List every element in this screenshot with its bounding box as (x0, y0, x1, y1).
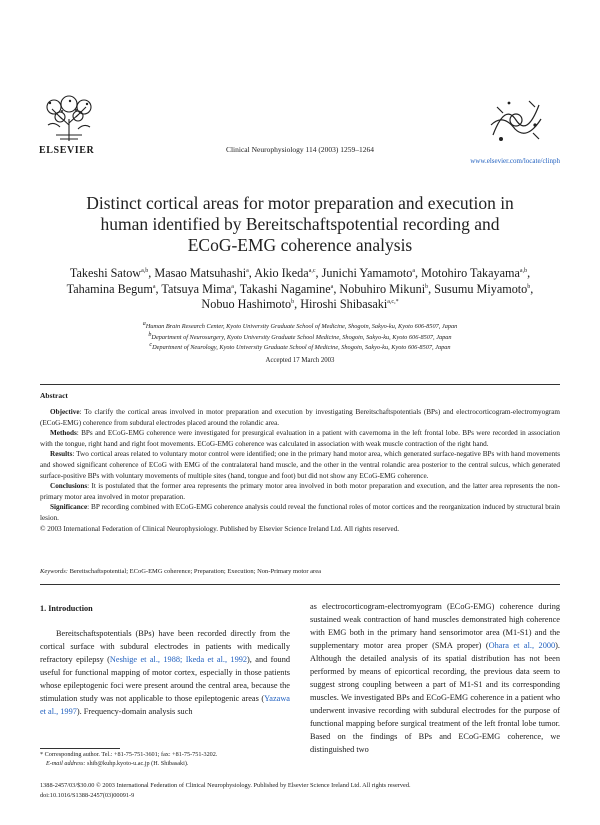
author: Tatsuya Mima$^a$, (161, 281, 240, 296)
footnote-line-2: E-mail address: shib@kuhp.kyoto-u.ac.jp (H. Shibasaki). (46, 759, 189, 767)
title-line-3: ECoG-EMG coherence analysis (187, 235, 413, 255)
left-column-text (40, 627, 290, 718)
accepted-date: Accepted 17 March 2003 (265, 357, 335, 364)
abstract-bottom-rule (40, 584, 560, 585)
affiliation-c: $^c$Department of Neurology, Kyoto University Graduate School of Medicine, Shogoin, Sakyo-ku, Kyoto 606-8507, Japan (149, 341, 451, 351)
footnote-line-1: * Corresponding author. Tel.: +81-75-751-3601; fax: +81-75-751-3202. (40, 751, 218, 758)
abstract-conclusions: Conclusions: It is postulated that the former area represents the primary motor area involved in both motor preparation and execution, and the latter area represents the non-primary motor area involved in motor preparation. (40, 482, 560, 501)
journal-url-link[interactable]: www.elsevier.com/locate/clinph (470, 157, 560, 165)
author-line-2 (40, 282, 560, 298)
section-heading-introduction: 1. Introduction (40, 604, 93, 613)
abstract-top-rule (40, 384, 560, 385)
citation-link[interactable]: Ohara et al., 2000 (488, 641, 556, 650)
author: Nobuo Hashimoto$^b$, (201, 297, 301, 311)
affiliation-a: $^a$Human Brain Research Center, Kyoto University Graduate School of Medicine, Shogoin, Sakyo-ku, Kyoto 606-8507, Japan (142, 320, 458, 330)
doi-line: doi:10.1016/S1388-2457(03)00091-9 (40, 791, 135, 799)
author: Junichi Yamamoto$^a$, (321, 266, 422, 280)
author: Susumu Miyamoto$^b$, (434, 281, 534, 296)
title-line-2: human identified by Bereitschaftspotential recording and (100, 214, 500, 234)
intro-paragraph-right: as electrocorticogram-electromyogram (ECoG-EMG) coherence during sustained weak contraction of hand muscles demonstrated high coherence with EMG both in the primary hand sensorimotor area (M1-S1) and the supplementary motor area proper (SMA proper) (Ohara et al., 2000). Although the detailed analysis of its spatial distribution has not been performed by means of epicortical recording, the previous data seem to suggest strong coupling between a part of M1-S1 and its corresponding muscles. We investigated BPs and ECoG-EMG coherence in a patient who underwent invasive recording with subdural electrodes for the purpose of functional mapping before surgical treatment of the left frontal lobe tumor. Based on the findings of BPs and ECoG-EMG coherence, we distinguished two (310, 602, 560, 754)
abstract-methods: Methods: BPs and ECoG-EMG coherence were investigated for presurgical evaluation in a patient with cavernoma in the left frontal lobe. BPs were recorded in association with the tongue, right hand and right foot movements. ECoG-EMG coherence was calculated in association with weak muscle contraction of the right hand. (40, 429, 560, 448)
author: Masao Matsuhashi$^a$, (154, 266, 255, 280)
footnote-rule (40, 748, 120, 749)
author-line-3 (40, 297, 560, 313)
publication-info (40, 781, 560, 800)
journal-cover-logo (485, 95, 547, 145)
author: Akio Ikeda$^{a,c}$, (254, 266, 322, 280)
elsevier-tree-logo (40, 95, 98, 143)
abstract-body (40, 407, 560, 534)
abstract-heading: Abstract (40, 391, 68, 400)
author: Takashi Nagamine$^a$, (239, 281, 340, 296)
citation-link[interactable]: Neshige et al., 1988; Ikeda et al., 1992 (109, 655, 248, 664)
author-list (40, 266, 560, 313)
affiliation-b: $^b$Department of Neurosurgery, Kyoto University Graduate School Medicine, Shogoin, Sakyo-ku, Kyoto 606-8507, Japan (148, 331, 452, 341)
author: Tahamina Begum$^a$, (66, 281, 162, 296)
journal-citation: Clinical Neurophysiology 114 (2003) 1259–1264 (225, 145, 375, 154)
affiliations (40, 322, 560, 354)
title-line-1: Distinct cortical areas for motor preparation and execution in (86, 193, 514, 213)
keywords: Keywords: Bereitschaftspotential; ECoG-EMG coherence; Preparation; Execution; Non-Primary motor area (40, 568, 321, 575)
author-line-1 (40, 266, 560, 282)
intro-paragraph-left: Bereitschaftspotentials (BPs) have been recorded directly from the cortical surface with subdural electrodes in patients with medically refractory epilepsy (Neshige et al., 1988; Ikeda et al., 1992), and found useful for functional mapping of motor cortex, especially in those patients whose epileptogenic foci were present around the central area, because the stimulation study was not applicable to those epileptogenic areas (Yazawa et al., 1997). Frequency-domain analysis such (40, 629, 290, 716)
citation-link[interactable]: Yazawa et al., 1997 (40, 694, 290, 716)
abstract-significance: Significance: BP recording combined with ECoG-EMG coherence analysis could reveal the functional roles of motor cortices and the reorganization induced by structural brain lesion. (40, 503, 560, 522)
corresponding-author-footnote (40, 751, 295, 769)
author: Takeshi Satow$^{a,b}$, (69, 266, 155, 280)
abstract-objective: Objective: To clarify the cortical areas involved in motor preparation and execution by investigating Bereitschaftspotentials (BPs) and electrocorticogram-electromyogram (ECoG-EMG) coherence from subdural electrodes placed around the rolandic area. (40, 408, 560, 427)
author: Hiroshi Shibasaki$^{a,c,*}$ (300, 297, 399, 311)
abstract-results: Results: Two cortical areas related to voluntary motor control were identified; one in the primary hand motor area, which generated surface-negative BPs with hand movements and showed significant coherence of ECoG with EMG of the contralateral hand muscle, and the other in the ventral rolandic area posterior to the central sulcus, which generated surface-positive BPs with voluntary movements of multiple sites (hand, tongue and foot) but did not show any ECoG-EMG coherence. (40, 450, 560, 480)
author: Motohiro Takayama$^{a,b}$, (421, 266, 531, 280)
abstract-copyright: © 2003 International Federation of Clinical Neurophysiology. Published by Elsevier Science Ireland Ltd. All rights reserved. (40, 524, 400, 533)
issn-line: 1388-2457/03/$30.00 © 2003 International Federation of Clinical Neurophysiology. Published by Elsevier Science Ireland Ltd. All rights reserved. (40, 782, 411, 789)
author: Nobuhiro Mikuni$^b$, (339, 281, 435, 296)
right-column-text (310, 600, 560, 756)
article-title (60, 193, 540, 256)
publisher-wordmark: ELSEVIER (39, 145, 95, 156)
